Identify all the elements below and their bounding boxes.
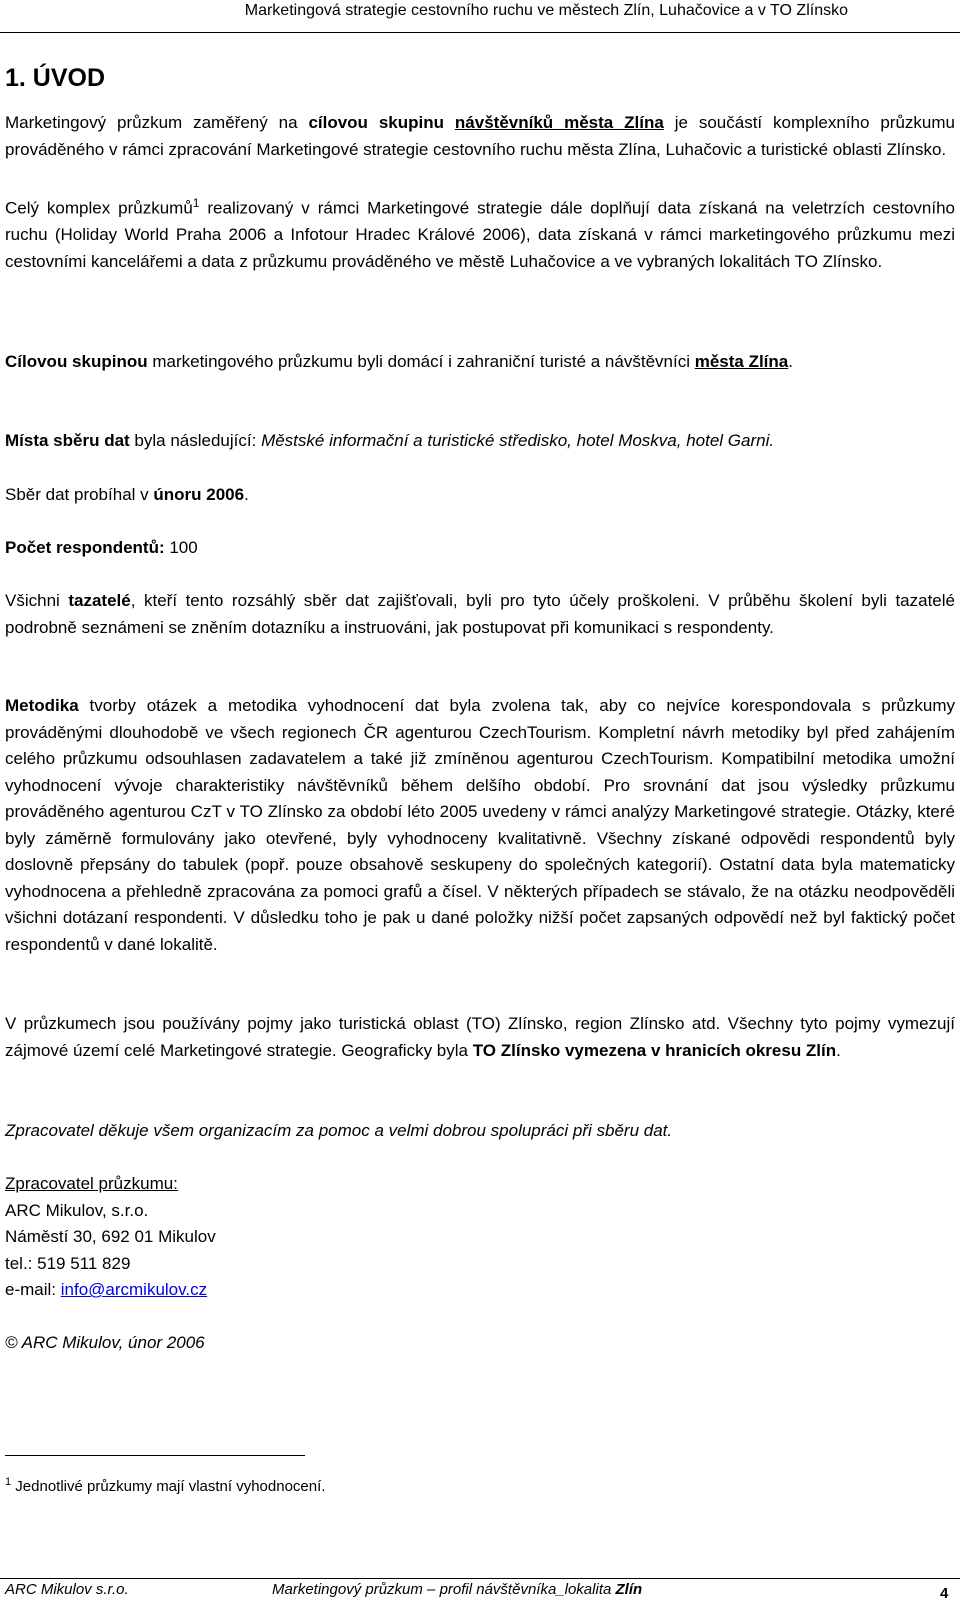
footnote-ref: 1 bbox=[192, 196, 200, 210]
text: tvorby otázek a metodika vyhodnocení dat byla zvolena tak, aby co nejvíce korespondovala s průzkumy prováděnými dlouhodobě ve všech regionech ČR agenturou CzechTourism. Kompletní návrh metodiky byl před zahájením celého průzkumu odsouhlasen zadavatelem a také již zmíněnou agenturou CzechTourism. Kompatibilní metodika umožní vyhodnocení vývoje charakteristiky návštěvníků během delšího období. Pro srovnání dat jsou výsledky průzkumu prováděného agenturou CzT v TO Zlínsko za období léto 2005 uvedeny v rámci analýzy Marketingové strategie. Otázky, které byly záměrně formulovány jako otevřené, byly vyhodnoceny kvalitativně. Všechny získané odpovědi respondentů byly doslovně přepsány do tabulek (popř. pouze obsahově seskupeny do společných kategorií). Ostatní data byla matematicky vyhodnocena a přehledně zpracována za pomoci grafů a čísel. V některých případech se stávalo, že na otázku neodpověděli všichni dotázaní respondenti. V důsledku toho je pak u dané položky nižší počet zapsaných odpovědí než byl faktický počet respondentů v dané lokalitě. bbox=[5, 696, 955, 954]
text: 100 bbox=[164, 538, 198, 557]
paragraph-places bbox=[5, 428, 774, 455]
underlined-bold-text: návštěvníků města Zlína bbox=[454, 113, 664, 132]
bold-text: Místa sběru dat bbox=[5, 431, 130, 450]
bold-text: Cílovou skupinou bbox=[5, 352, 148, 371]
paragraph-collection-date bbox=[5, 482, 249, 509]
bold-text: tazatelé bbox=[68, 591, 131, 610]
footnote-text: Jednotlivé průzkumy mají vlastní vyhodnocení. bbox=[11, 1478, 326, 1495]
text: Marketingový průzkum zaměřený na bbox=[5, 113, 309, 132]
paragraph-respondents bbox=[5, 535, 198, 562]
section-title: 1. ÚVOD bbox=[5, 64, 106, 92]
email-link[interactable]: info@arcmikulov.cz bbox=[60, 1280, 208, 1299]
footer-title-text: Marketingový průzkum – profil návštěvníka_lokalita bbox=[272, 1581, 616, 1598]
italic-text: Městské informační a turistické středisko, hotel Moskva, hotel Garni. bbox=[261, 431, 775, 450]
paragraph-terms bbox=[5, 1011, 955, 1064]
bold-text: únoru 2006 bbox=[153, 485, 245, 504]
contact-phone: tel.: 519 511 829 bbox=[5, 1253, 131, 1273]
text: . bbox=[244, 485, 249, 504]
running-title: Marketingová strategie cestovního ruchu ve městech Zlín, Luhačovice a v TO Zlínsko bbox=[244, 2, 848, 19]
text: je součástí komplexního průzkumu prováděného v rámci zpracování Marketingové strategie cestovního ruchu města Zlína, Luhačovic a turistické oblasti Zlínsko. bbox=[5, 113, 955, 159]
underlined-bold-text: města Zlína bbox=[694, 352, 789, 371]
running-header bbox=[0, 0, 960, 33]
contact-address: Náměstí 30, 692 01 Mikulov bbox=[5, 1227, 216, 1246]
text: Celý komplex průzkumů bbox=[5, 198, 193, 218]
footer-title-city: Zlín bbox=[615, 1581, 643, 1598]
text: Sběr dat probíhal v bbox=[5, 485, 154, 504]
footer-company: ARC Mikulov s.r.o. bbox=[5, 1581, 129, 1598]
footnote-number: 1 bbox=[5, 1476, 12, 1488]
bold-text: TO Zlínsko vymezena v hranicích okresu Zlín bbox=[472, 1040, 837, 1060]
bold-text: cílovou skupinu bbox=[308, 113, 445, 132]
text: realizovaný v rámci Marketingové strategie dále doplňují data získaná na veletrzích cestovního ruchu (Holiday World Praha 2006 a Infotour Hradec Králové 2006), data získaná v rámci marketingového průzkumu mezi cestovními kancelářemi a data z průzkumu prováděného ve městě Luhačovice a ve vybraných lokalitách TO Zlínsko. bbox=[5, 198, 955, 271]
page-footer bbox=[0, 1578, 960, 1613]
footer-title bbox=[272, 1581, 642, 1598]
text: , kteří tento rozsáhlý sběr dat zajišťovali, byli pro tyto účely proškoleni. V průběhu školení byli tazatelé podrobně seznámeni se zněním dotazníku a instruováni, jak postupovat při komunikaci s respondenty. bbox=[5, 591, 955, 637]
thanks-note: Zpracovatel děkuje všem organizacím za pomoc a velmi dobrou spolupráci při sběru dat. bbox=[5, 1121, 673, 1140]
text: marketingového průzkumu byli domácí i zahraniční turisté a návštěvníci bbox=[147, 352, 695, 371]
text: byla následující: bbox=[129, 431, 262, 450]
email-label: e-mail: bbox=[5, 1280, 61, 1299]
contact-heading: Zpracovatel průzkumu: bbox=[5, 1174, 178, 1193]
page-number: 4 bbox=[940, 1585, 949, 1602]
contact-block bbox=[5, 1171, 216, 1304]
paragraph-intro bbox=[5, 110, 955, 163]
text: . bbox=[788, 352, 793, 371]
paragraph-methodology bbox=[5, 693, 955, 958]
contact-company: ARC Mikulov, s.r.o. bbox=[5, 1200, 149, 1220]
text: Všichni bbox=[5, 591, 69, 610]
footnote bbox=[5, 1476, 325, 1495]
paragraph-interviewers bbox=[5, 588, 955, 641]
bold-text: Metodika bbox=[5, 696, 79, 715]
copyright: © ARC Mikulov, únor 2006 bbox=[5, 1333, 205, 1352]
text: V průzkumech jsou používány pojmy jako turistická oblast (TO) Zlínsko, region Zlínsko atd. Všechny tyto pojmy vymezují zájmové území celé Marketingové strategie. Geograficky byla bbox=[5, 1014, 955, 1060]
paragraph-target-group bbox=[5, 349, 955, 376]
paragraph-complex bbox=[5, 190, 955, 275]
bold-text: Počet respondentů: bbox=[5, 538, 165, 557]
text: . bbox=[836, 1040, 841, 1060]
text bbox=[444, 113, 455, 132]
footnote-divider bbox=[5, 1455, 305, 1456]
